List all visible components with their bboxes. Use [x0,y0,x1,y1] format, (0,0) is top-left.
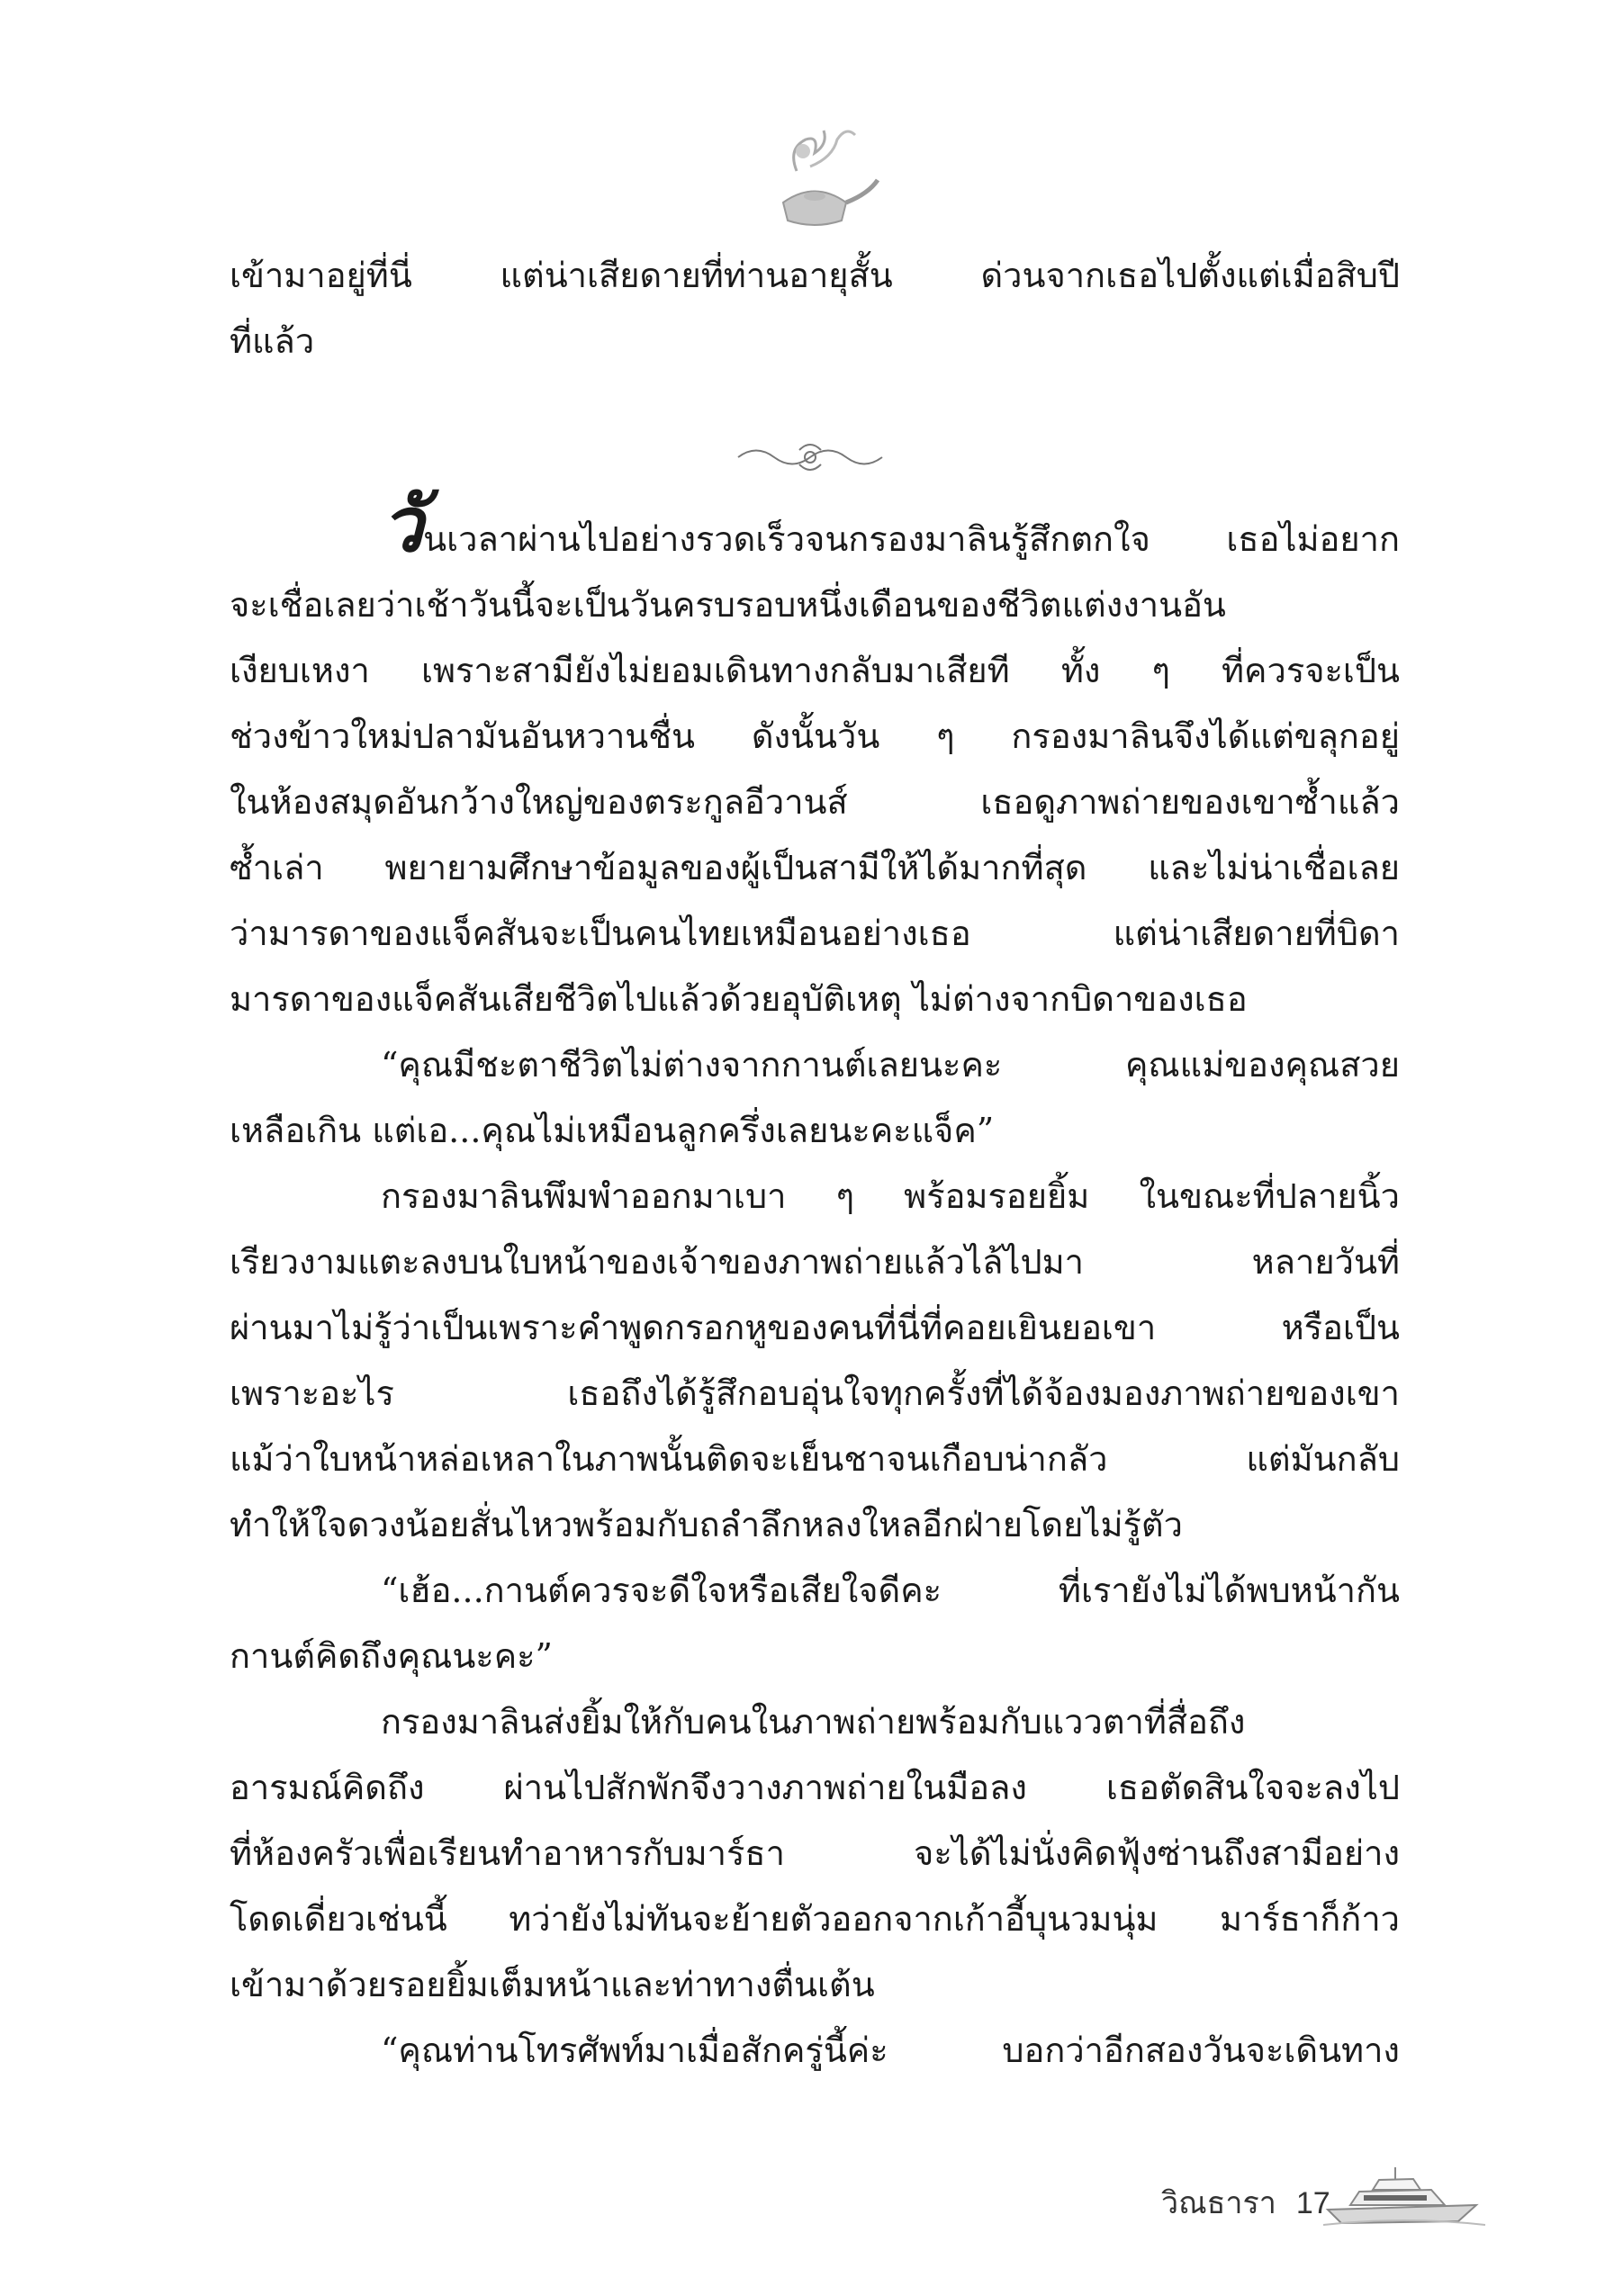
text-line: กรองมาลินพึมพำออกมาเบา ๆ พร้อมรอยยิ้ม ในขณะที่ปลายนิ้ว [381,1176,1400,1216]
text-line: เรียวงามแตะลงบนใบหน้าของเจ้าของภาพถ่ายแล้วไล้ไปมา หลายวันที่ [230,1242,1400,1282]
text-line: อารมณ์คิดถึง ผ่านไปสักพักจึงวางภาพถ่ายในมือลง เธอตัดสินใจจะลงไป [230,1768,1400,1807]
text-line: ที่แล้ว [230,321,315,361]
text-line: ว่ามารดาของแจ็คสันจะเป็นคนไทยเหมือนอย่างเธอ แต่น่าเสียดายที่บิดา [230,914,1400,953]
yacht-icon [1323,2160,1485,2232]
page-footer [1161,2178,1330,2227]
teapot-ornament-icon [747,117,882,239]
drop-cap: วั [381,480,424,569]
text-line: ที่ห้องครัวเพื่อเรียนทำอาหารกับมาร์ธา จะได้ไม่นั่งคิดฟุ้งซ่านถึงสามีอย่าง [230,1833,1400,1873]
text-line: กานต์คิดถึงคุณนะคะ” [230,1636,553,1676]
text-line: ผ่านมาไม่รู้ว่าเป็นเพราะคำพูดกรอกหูของคนที่นี่ที่คอยเยินยอเขา หรือเป็น [230,1308,1400,1347]
text-line: “คุณท่านโทรศัพท์มาเมื่อสักครู่นี้ค่ะ บอกว่าอีกสองวันจะเดินทาง [381,2030,1400,2070]
text-line: เหลือเกิน แต่เอ...คุณไม่เหมือนลูกครึ่งเลยนะคะแจ็ค” [230,1111,995,1150]
text-line: จะเชื่อเลยว่าเช้าวันนี้จะเป็นวันครบรอบหนึ่งเดือนของชีวิตแต่งงานอัน [230,585,1226,625]
intro-paragraph [230,243,1400,374]
first-line-text: นเวลาผ่านไปอย่างรวดเร็วจนกรองมาลินรู้สึกตกใจ เธอไม่อยาก [423,519,1400,559]
text-line: ทำให้ใจดวงน้อยสั่นไหวพร้อมกับถลำลึกหลงใหลอีกฝ่ายโดยไม่รู้ตัว [230,1505,1183,1544]
text-line: “คุณมีชะตาชีวิตไม่ต่างจากกานต์เลยนะคะ คุณแม่ของคุณสวย [381,1045,1400,1085]
text-line: แม้ว่าใบหน้าหล่อเหลาในภาพนั้นติดจะเย็นชาจนเกือบน่ากลัว แต่มันกลับ [230,1439,1400,1479]
text-line: มารดาของแจ็คสันเสียชีวิตไปแล้วด้วยอุบัติเหตุ ไม่ต่างจากบิดาของเธอ [230,979,1248,1019]
page-number: 17 [1295,2186,1330,2220]
text-line: เงียบเหงา เพราะสามียังไม่ยอมเดินทางกลับมาเสียที ทั้ง ๆ ที่ควรจะเป็น [230,651,1400,690]
flourish-divider-icon [729,439,891,475]
chapter-body [230,480,1400,2084]
text-line: เพราะอะไร เธอถึงได้รู้สึกอบอุ่นใจทุกครั้งที่ได้จ้องมองภาพถ่ายของเขา [230,1373,1400,1413]
first-line [230,480,1400,572]
text-line: เข้ามาด้วยรอยยิ้มเต็มหน้าและท่าทางตื่นเต้น [230,1965,875,2004]
text-line: กรองมาลินส่งยิ้มให้กับคนในภาพถ่ายพร้อมกับแววตาที่สื่อถึง [381,1702,1246,1742]
text-line: “เฮ้อ...กานต์ควรจะดีใจหรือเสียใจดีคะ ที่เรายังไม่ได้พบหน้ากัน [381,1571,1400,1610]
text-line: เข้ามาอยู่ที่นี่ แต่น่าเสียดายที่ท่านอายุสั้น ด่วนจากเธอไปตั้งแต่เมื่อสิบปี [230,256,1400,295]
text-line: โดดเดี่ยวเช่นนี้ ทว่ายังไม่ทันจะย้ายตัวออกจากเก้าอี้บุนวมนุ่ม มาร์ธาก็ก้าว [230,1899,1400,1939]
text-line: ในห้องสมุดอันกว้างใหญ่ของตระกูลอีวานส์ เธอดูภาพถ่ายของเขาซ้ำแล้ว [230,782,1400,822]
text-line: ซ้ำเล่า พยายามศึกษาข้อมูลของผู้เป็นสามีให้ได้มากที่สุด และไม่น่าเชื่อเลย [230,848,1400,887]
text-line: ช่วงข้าวใหม่ปลามันอันหวานชื่น ดังนั้นวัน ๆ กรองมาลินจึงได้แต่ขลุกอยู่ [230,716,1400,756]
book-title: วิณธารา [1161,2186,1276,2220]
